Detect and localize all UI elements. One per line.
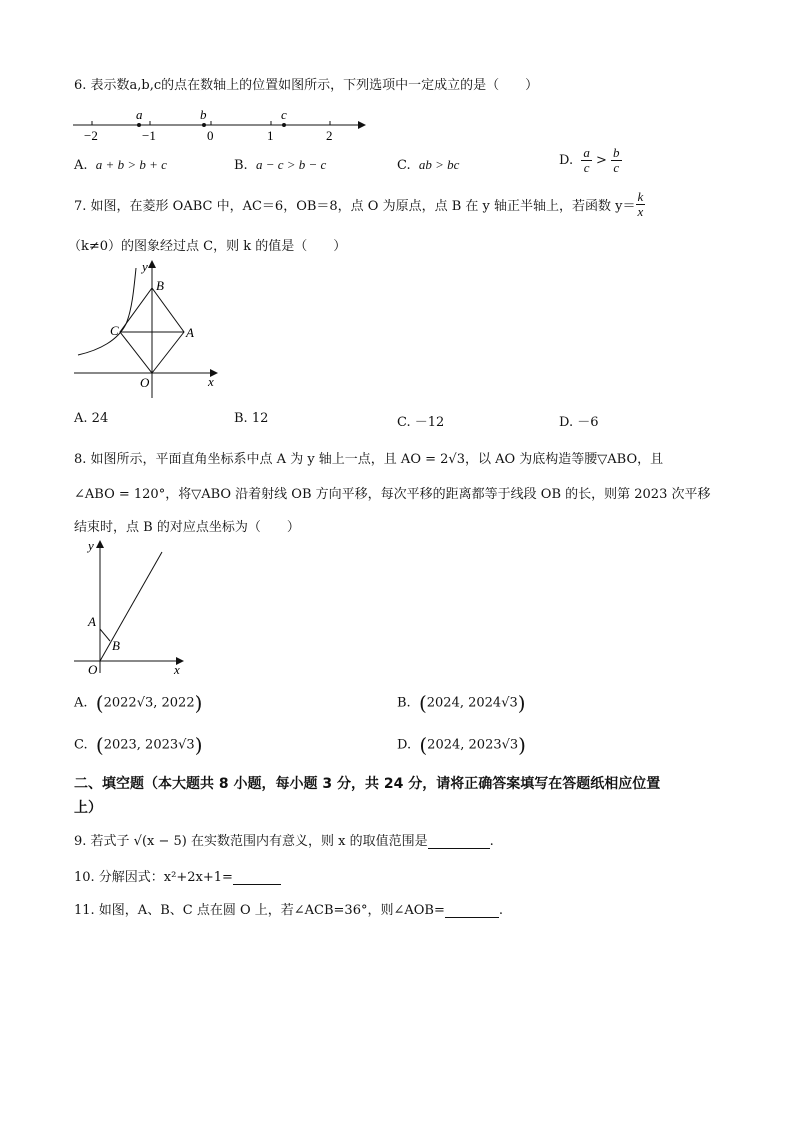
y-axis-label: y bbox=[142, 259, 148, 274]
origin-label: O bbox=[88, 662, 98, 677]
q9-stem: 9. 若式子 √(x − 5) 在实数范围内有意义，则 x 的取值范围是 . bbox=[74, 834, 494, 849]
x-axis-label: x bbox=[208, 374, 214, 389]
point-a-label: A bbox=[88, 614, 96, 629]
q11-stem: 11. 如图，A、B、C 点在圆 O 上，若∠ACB=36°，则∠AOB= . bbox=[74, 903, 503, 918]
q10-stem: 10. 分解因式：x²+2x+1= bbox=[74, 866, 281, 885]
q6-option-c[interactable] bbox=[397, 157, 459, 173]
q7-stem-line2: （k≠0）的图象经过点 C，则 k 的值是（ ） bbox=[68, 239, 347, 254]
tick-label: −1 bbox=[142, 128, 156, 143]
point-b-label: B bbox=[156, 278, 164, 293]
fraction-b-over-c: $\frac{b}{c}$ bbox=[613, 145, 620, 175]
section-2-heading-cont: 上） bbox=[74, 800, 102, 816]
point-a-label: a bbox=[136, 108, 143, 122]
q7-option-b[interactable]: B. 12 bbox=[234, 411, 269, 426]
q8-option-c[interactable]: C. (2023, 2023√3) bbox=[74, 733, 203, 757]
q7-option-d[interactable]: D. －6 bbox=[559, 415, 599, 430]
q8-stem-line3: 结束时，点 B 的对应点坐标为（ ） bbox=[74, 520, 300, 535]
y-axis-label: y bbox=[88, 538, 94, 553]
option-text: a − c > b − c bbox=[255, 157, 327, 172]
point-a-label: A bbox=[186, 325, 194, 340]
rhombus-figure bbox=[70, 258, 230, 403]
translation-figure bbox=[70, 538, 200, 678]
answer-blank[interactable] bbox=[428, 834, 490, 849]
q7-option-a[interactable]: A. 24 bbox=[74, 411, 109, 426]
q6-stem: 6. 表示数a,b,c的点在数轴上的位置如图所示，下列选项中一定成立的是（ ） bbox=[74, 78, 539, 93]
x-axis-label: x bbox=[174, 662, 180, 677]
q8-stem-line1: 8. 如图所示，平面直角坐标系中点 A 为 y 轴上一点，且 AO = 2√3，以 AO 为底构造等腰▽ABO，且 bbox=[74, 452, 664, 467]
q6-option-d[interactable]: D. $\frac{a}{c}$ > $\frac{b}{c}$ bbox=[559, 145, 620, 175]
q8-option-d[interactable]: D. (2024, 2023√3) bbox=[397, 733, 526, 757]
q7-option-c[interactable]: C. －12 bbox=[397, 415, 445, 430]
tick-label: 2 bbox=[326, 128, 333, 143]
option-label: D. bbox=[559, 153, 574, 168]
q7-stem-line1: 7. 如图，在菱形 OABC 中，AC＝6，OB＝8，点 O 为原点，点 B 在 y 轴正半轴上，若函数 y＝ $\frac{k}{x}$ bbox=[74, 189, 644, 219]
point-b-label: B bbox=[112, 638, 120, 653]
number-line-figure bbox=[70, 108, 370, 148]
option-text: ab > bc bbox=[418, 157, 460, 172]
q8-option-b[interactable]: B. (2024, 2024√3) bbox=[397, 691, 526, 715]
q6-option-a[interactable] bbox=[74, 157, 167, 173]
q8-option-a[interactable]: A. (2022√3, 2022) bbox=[74, 691, 203, 715]
answer-blank[interactable] bbox=[445, 903, 499, 918]
option-label: C. bbox=[397, 158, 411, 173]
fraction-a-over-c: $\frac{a}{c}$ bbox=[583, 145, 590, 175]
option-label: A. bbox=[74, 158, 88, 173]
q8-stem-line2: ∠ABO = 120°，将▽ABO 沿着射线 OB 方向平移，每次平移的距离都等于线段 OB 的长，则第 2023 次平移 bbox=[74, 487, 711, 502]
point-c-label: C bbox=[110, 323, 119, 338]
fraction-k-over-x: $\frac{k}{x}$ bbox=[637, 189, 644, 219]
tick-label: 0 bbox=[207, 128, 214, 143]
origin-label: O bbox=[140, 375, 150, 390]
answer-blank[interactable] bbox=[233, 870, 281, 885]
point-b-label: b bbox=[200, 108, 207, 122]
tick-label: 1 bbox=[267, 128, 274, 143]
point-c-label: c bbox=[281, 108, 287, 122]
option-text: a + b > b + c bbox=[95, 157, 167, 172]
option-label: B. bbox=[234, 158, 248, 173]
section-2-heading: 二、填空题（本大题共 8 小题，每小题 3 分，共 24 分，请将正确答案填写在答题纸相应位置 bbox=[74, 776, 661, 792]
tick-label: −2 bbox=[84, 128, 98, 143]
q6-option-b[interactable] bbox=[234, 157, 326, 173]
